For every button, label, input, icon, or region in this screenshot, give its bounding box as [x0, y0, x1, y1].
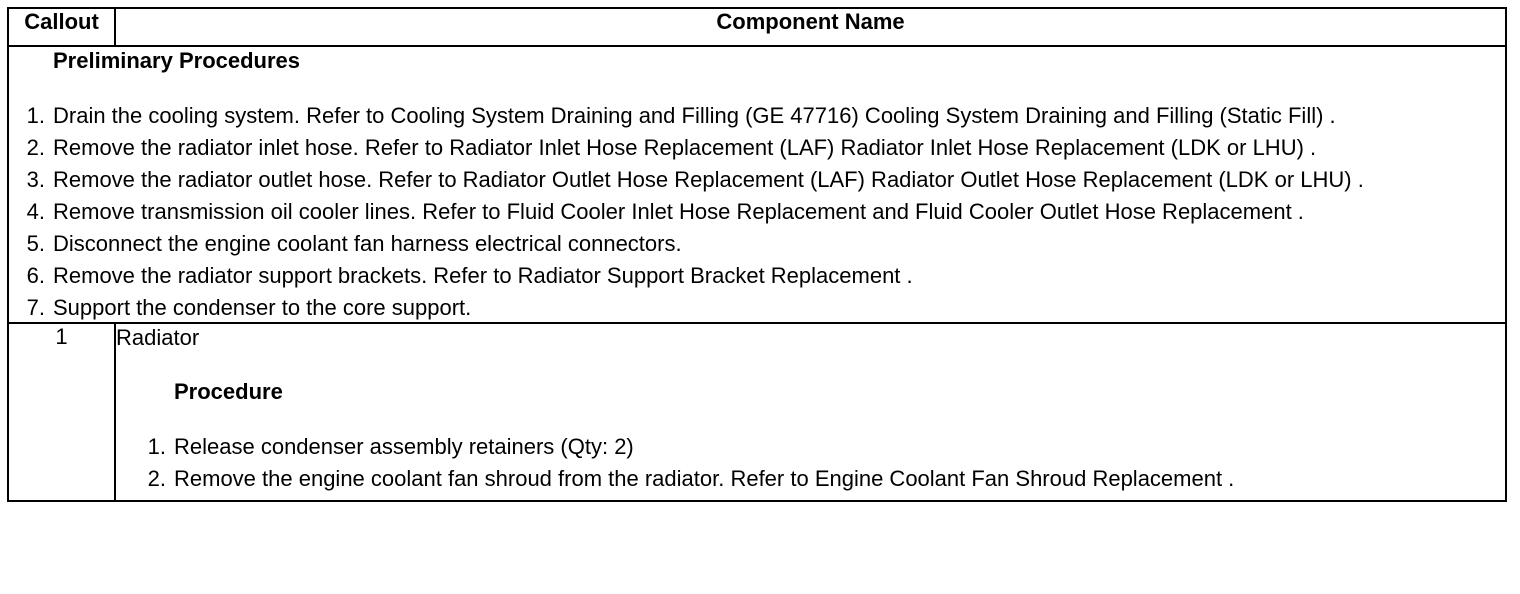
step-text: Drain the cooling system. Refer to Cooling System Draining and Filling (GE 47716) Cooling System Draining and Filling (Static Fill) . — [53, 103, 1336, 128]
step-text: Remove the radiator outlet hose. Refer to Radiator Outlet Hose Replacement (LAF) Radiator Outlet Hose Replacement (LDK or LHU) . — [53, 167, 1364, 192]
header-row — [8, 8, 1506, 46]
step-number: 4. — [26, 199, 45, 224]
list-item — [130, 465, 1505, 493]
list-item — [9, 198, 1505, 226]
component-cell — [115, 323, 1506, 501]
step-number: 7. — [26, 295, 45, 320]
preliminary-cell — [8, 46, 1506, 323]
list-item — [9, 102, 1505, 130]
component-name: Radiator — [116, 325, 200, 350]
step-number: 6. — [26, 263, 45, 288]
procedure-title: Procedure — [174, 379, 283, 404]
list-item — [9, 230, 1505, 258]
list-item — [9, 134, 1505, 162]
list-item — [9, 166, 1505, 194]
step-text: Disconnect the engine coolant fan harness electrical connectors. — [53, 231, 682, 256]
step-number: 1. — [147, 434, 166, 459]
table-row — [8, 323, 1506, 501]
component-name-column-header: Component Name — [115, 8, 1506, 46]
preliminary-steps-list — [9, 102, 1505, 322]
step-text: Support the condenser to the core support. — [53, 295, 472, 320]
preliminary-title: Preliminary Procedures — [53, 48, 301, 73]
step-text: Remove the radiator inlet hose. Refer to Radiator Inlet Hose Replacement (LAF) Radiator Inlet Hose Replacement (LDK or LHU) . — [53, 135, 1317, 160]
procedure-table — [7, 7, 1507, 502]
preliminary-row — [8, 46, 1506, 323]
step-number: 5. — [26, 231, 45, 256]
list-item — [9, 262, 1505, 290]
callout-cell: 1 — [8, 323, 115, 501]
step-text: Remove transmission oil cooler lines. Refer to Fluid Cooler Inlet Hose Replacement and Fluid Cooler Outlet Hose Replacement . — [53, 199, 1304, 224]
step-number: 2. — [147, 466, 166, 491]
callout-column-header: Callout — [8, 8, 115, 46]
step-number: 1. — [26, 103, 45, 128]
list-item — [9, 294, 1505, 322]
list-item — [130, 433, 1505, 461]
procedure-steps-list — [130, 433, 1505, 493]
step-number: 2. — [26, 135, 45, 160]
step-text: Release condenser assembly retainers (Qty: 2) — [174, 434, 634, 459]
step-number: 3. — [26, 167, 45, 192]
component-procedure — [116, 378, 1505, 493]
step-text: Remove the radiator support brackets. Refer to Radiator Support Bracket Replacement . — [53, 263, 913, 288]
step-text: Remove the engine coolant fan shroud from the radiator. Refer to Engine Coolant Fan Shroud Replacement . — [174, 466, 1235, 491]
